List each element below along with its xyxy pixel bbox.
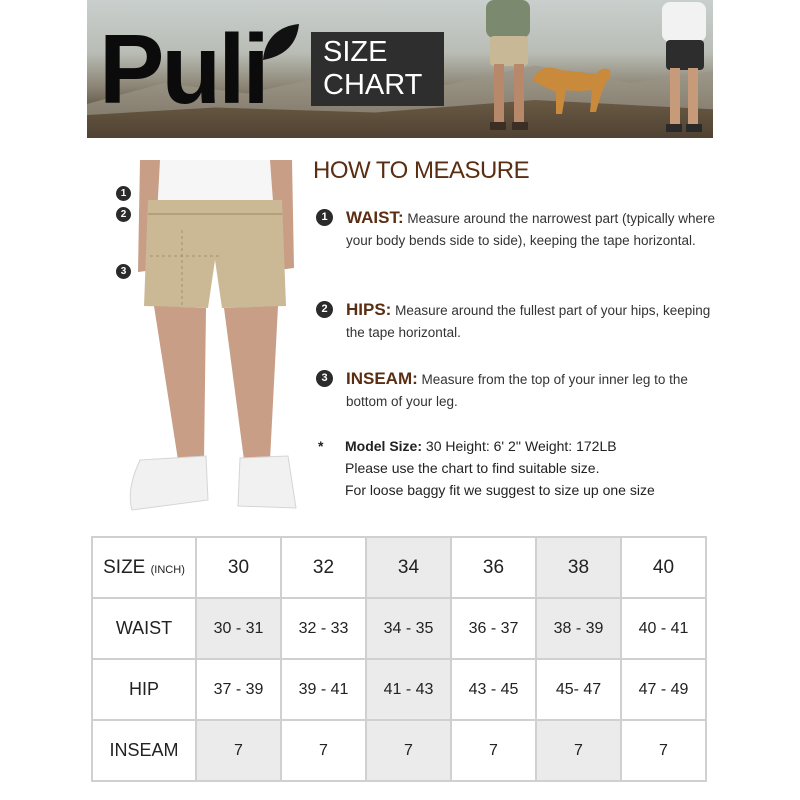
model-in-shorts-photo bbox=[110, 160, 310, 520]
brand-logo: Puli bbox=[99, 14, 267, 124]
table-cell: 7 bbox=[366, 720, 451, 781]
size-cell: 32 bbox=[281, 537, 366, 598]
table-cell: 43 - 45 bbox=[451, 659, 536, 720]
size-cell: 36 bbox=[451, 537, 536, 598]
table-cell: 7 bbox=[536, 720, 621, 781]
marker-hips: 2 bbox=[116, 207, 131, 222]
table-cell: 7 bbox=[281, 720, 366, 781]
size-chart-badge bbox=[311, 32, 444, 106]
size-table bbox=[91, 536, 707, 782]
table-cell: 34 - 35 bbox=[366, 598, 451, 659]
table-cell: 7 bbox=[196, 720, 281, 781]
table-cell: 7 bbox=[451, 720, 536, 781]
model-size-note bbox=[318, 435, 738, 501]
model-note-line-2: Please use the chart to find suitable size. bbox=[345, 460, 600, 476]
table-row-sizes bbox=[92, 537, 706, 598]
table-cell: 40 - 41 bbox=[621, 598, 706, 659]
model-size-label: Model Size: bbox=[345, 438, 423, 454]
size-header-label: SIZE bbox=[103, 556, 146, 578]
table-cell: 38 - 39 bbox=[536, 598, 621, 659]
header-banner bbox=[87, 0, 713, 138]
marker-inseam: 3 bbox=[116, 264, 131, 279]
badge-line-2: CHART bbox=[323, 69, 423, 101]
row-label-inseam: INSEAM bbox=[92, 720, 196, 781]
instruction-waist bbox=[316, 207, 726, 252]
table-row-waist bbox=[92, 598, 706, 659]
waist-heading: WAIST: bbox=[346, 208, 404, 227]
size-cell: 38 bbox=[536, 537, 621, 598]
instruction-inseam bbox=[316, 368, 726, 413]
hikers-with-dog-photo bbox=[472, 0, 712, 138]
table-cell: 47 - 49 bbox=[621, 659, 706, 720]
instruction-hips bbox=[316, 299, 726, 344]
how-to-measure-title: HOW TO MEASURE bbox=[313, 157, 530, 184]
inseam-heading: INSEAM: bbox=[346, 369, 418, 388]
row-label-hip: HIP bbox=[92, 659, 196, 720]
table-row-inseam bbox=[92, 720, 706, 781]
badge-line-1: SIZE bbox=[323, 36, 388, 68]
asterisk-icon: * bbox=[318, 438, 324, 454]
leaf-icon bbox=[257, 20, 301, 64]
size-cell: 30 bbox=[196, 537, 281, 598]
table-cell: 39 - 41 bbox=[281, 659, 366, 720]
table-cell: 37 - 39 bbox=[196, 659, 281, 720]
size-header-unit: (INCH) bbox=[150, 563, 185, 576]
size-cell: 34 bbox=[366, 537, 451, 598]
hips-text: Measure around the fullest part of your hips, keeping the tape horizontal. bbox=[346, 303, 711, 340]
model-note-line-3: For loose baggy fit we suggest to size up one size bbox=[345, 482, 655, 498]
row-label-waist: WAIST bbox=[92, 598, 196, 659]
number-1-icon: 1 bbox=[316, 209, 333, 226]
number-3-icon: 3 bbox=[316, 370, 333, 387]
number-2-icon: 2 bbox=[316, 301, 333, 318]
table-cell: 36 - 37 bbox=[451, 598, 536, 659]
hips-heading: HIPS: bbox=[346, 300, 392, 319]
table-cell: 41 - 43 bbox=[366, 659, 451, 720]
size-cell: 40 bbox=[621, 537, 706, 598]
table-cell: 45- 47 bbox=[536, 659, 621, 720]
marker-waist: 1 bbox=[116, 186, 131, 201]
inseam-text: Measure from the top of your inner leg to the bottom of your leg. bbox=[346, 372, 688, 409]
table-row-hip bbox=[92, 659, 706, 720]
table-cell: 30 - 31 bbox=[196, 598, 281, 659]
table-cell: 7 bbox=[621, 720, 706, 781]
size-header-cell bbox=[92, 537, 196, 598]
waist-text: Measure around the narrowest part (typically where your body bends side to side), keeping the tape horizontal. bbox=[346, 211, 716, 248]
model-size-stats: 30 Height: 6' 2'' Weight: 172LB bbox=[425, 438, 617, 454]
table-cell: 32 - 33 bbox=[281, 598, 366, 659]
